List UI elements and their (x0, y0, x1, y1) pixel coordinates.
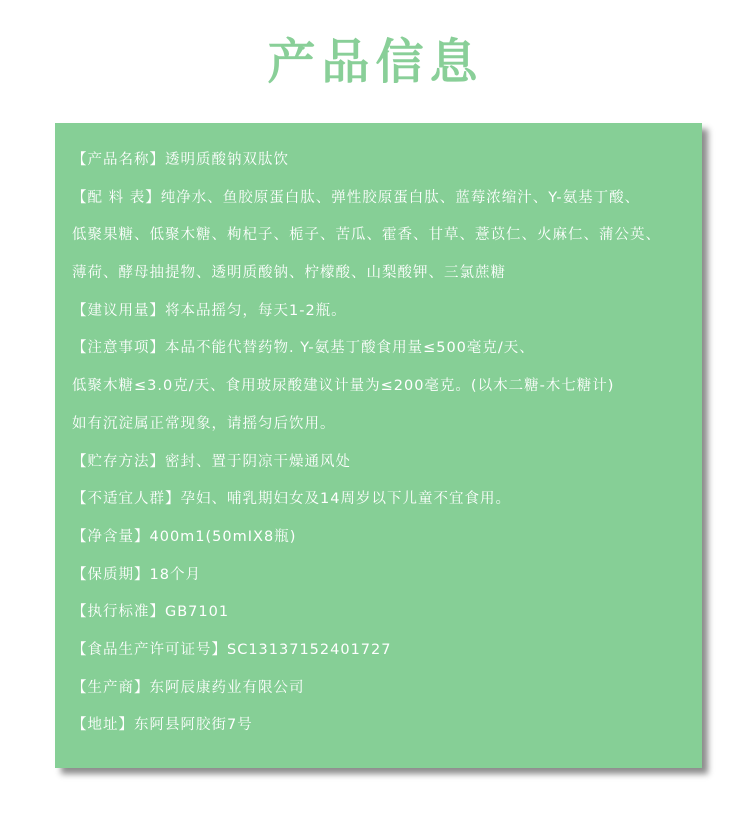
page-title: 产品信息 (267, 34, 484, 90)
info-line-product-name: 【产品名称】透明质酸钠双肽饮 (72, 152, 289, 168)
info-line-storage: 【贮存方法】密封、置于阴凉干燥通风处 (72, 453, 351, 470)
info-line-shelf-life: 【保质期】18个月 (72, 566, 201, 583)
info-line-ingredients-3: 薄荷、酵母抽提物、透明质酸钠、柠檬酸、山梨酸钾、三氯蔗糖 (72, 265, 506, 282)
info-line-notes-1: 【注意事项】本品不能代替药物. Y-氨基丁酸食用量≤500毫克/天、 (72, 340, 535, 357)
info-line-address: 【地址】东阿县阿胶街7号 (72, 717, 253, 734)
info-line-dosage: 【建议用量】将本品摇匀，每天1-2瓶。 (72, 302, 347, 319)
info-line-standard: 【执行标准】GB7101 (72, 604, 230, 621)
info-line-ingredients-2: 低聚果糖、低聚木糖、枸杞子、栀子、苦瓜、霍香、甘草、薏苡仁、火麻仁、蒲公英、 (72, 227, 661, 244)
product-info-list (72, 142, 697, 745)
info-line-license: 【食品生产许可证号】SC13137152401727 (72, 641, 392, 658)
info-line-ingredients-1: 【配 料 表】纯净水、鱼胶原蛋白肽、弹性胶原蛋白肽、蓝莓浓缩汁、Y-氨基丁酸、 (72, 189, 641, 206)
info-line-unsuitable: 【不适宜人群】孕妇、哺乳期妇女及14周岁以下儿童不宜食用。 (72, 491, 511, 508)
info-line-notes-2: 低聚木糖≤3.0克/天、食用玻尿酸建议计量为≤200毫克。(以木二糖-木七糖计) (72, 378, 615, 395)
info-line-notes-3: 如有沉淀属正常现象，请摇匀后饮用。 (72, 415, 336, 432)
info-line-net-content: 【净含量】400m1(50mIX8瓶) (72, 528, 297, 545)
product-info-panel (55, 123, 702, 768)
info-line-manufacturer: 【生产商】东阿辰康药业有限公司 (72, 679, 305, 696)
